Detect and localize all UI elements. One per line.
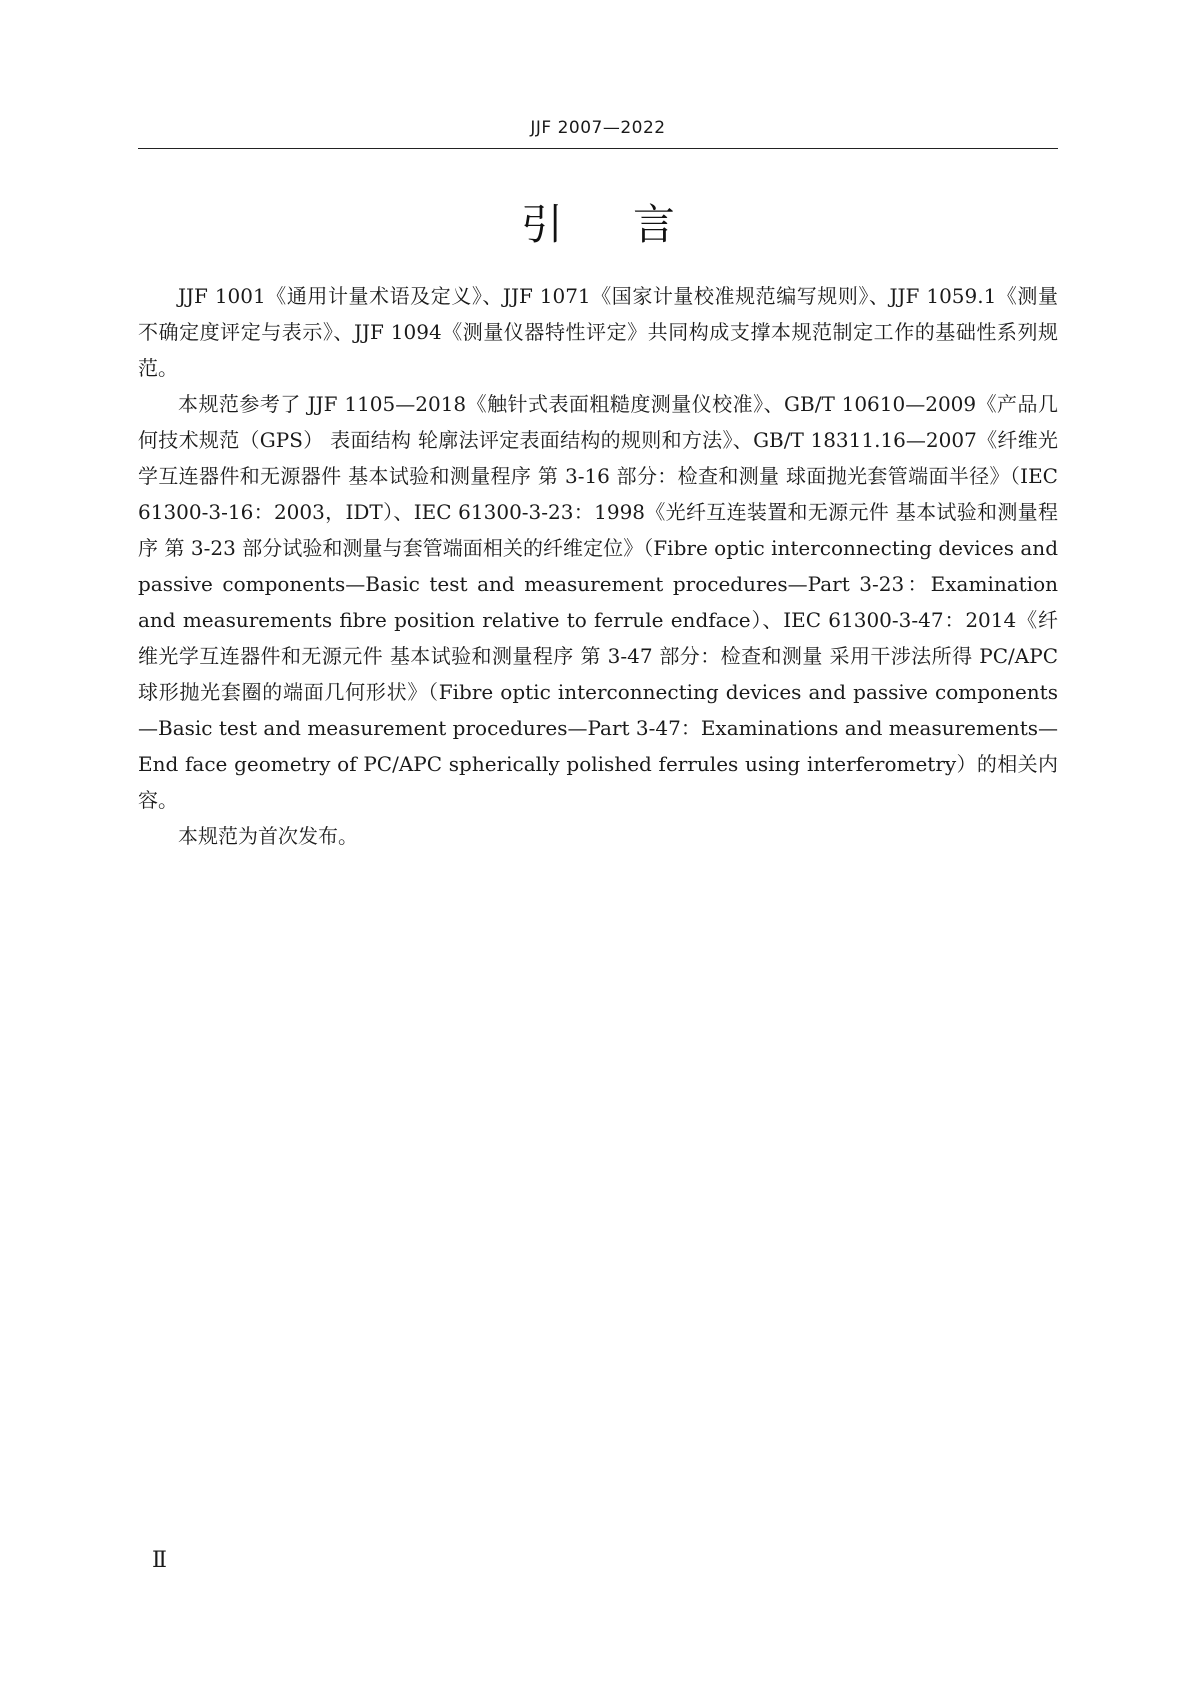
header-divider	[138, 148, 1058, 149]
paragraph-1: JJF 1001《通用计量术语及定义》、JJF 1071《国家计量校准规范编写规则》、JJF 1059.1《测量不确定度评定与表示》、JJF 1094《测量仪器特性评定》共同构成支撑本规范制定工作的基础性系列规范。	[138, 284, 1058, 380]
running-header-standard-number: JJF 2007—2022	[530, 118, 666, 138]
paragraph-2: 本规范参考了 JJF 1105—2018《触针式表面粗糙度测量仪校准》、GB/T 10610—2009《产品几何技术规范（GPS） 表面结构 轮廓法评定表面结构的规则和方法》、GB/T 18311.16—2007《纤维光学互连器件和无源器件 基本试验和测量程序 第 3-16 部分：检查和测量 球面抛光套管端面半径》（IEC 61300-3-16：2003，IDT）、IEC 61300-3-23：1998《光纤互连装置和无源元件 基本试验和测量程序 第 3-23 部分试验和测量与套管端面相关的纤维定位》（Fibre optic interconnecting devices and passive components—Basic test and measurement procedures—Part 3-23：Examination and measurements fibre position relative to ferrule endface）、IEC 61300-3-47：2014《纤维光学互连器件和无源元件 基本试验和测量程序 第 3-47 部分：检查和测量 采用干涉法所得 PC/APC 球形抛光套圈的端面几何形状》（Fibre optic interconnecting devices and passive components—Basic test and measurement procedures—Part 3-47：Examinations and measurements—End face geometry of PC/APC spherically polished ferrules using interferometry）的相关内容。	[138, 392, 1058, 812]
paragraph-3: 本规范为首次发布。	[178, 824, 358, 848]
section-title: 引言	[520, 200, 745, 249]
body-text	[138, 278, 1058, 854]
page-number: Ⅱ	[152, 1548, 167, 1573]
